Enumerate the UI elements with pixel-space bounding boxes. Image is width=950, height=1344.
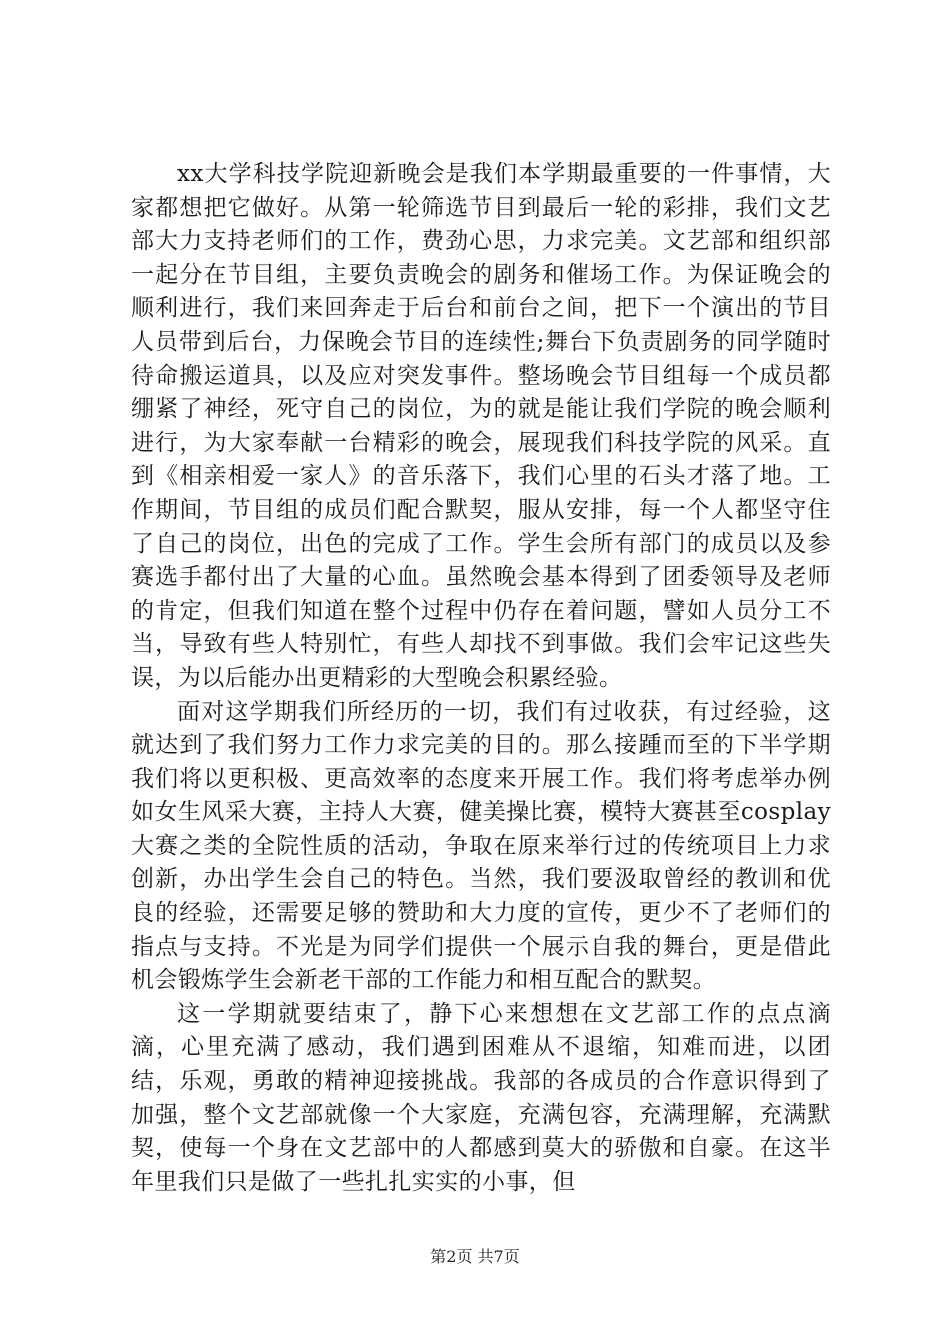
paragraph-3: 这一学期就要结束了，静下心来想想在文艺部工作的点点滴滴，心里充满了感动，我们遇到困难从不退缩，知难而进，以团结，乐观，勇敢的精神迎接挑战。我部的各成员的合作意识得到了加强，整个文艺部就像一个大家庭，充满包容，充满理解，充满默契，使每一个身在文艺部中的人都感到莫大的骄傲和自豪。在这半年里我们只是做了一些扎扎实实的小事，但 [131,1000,831,1195]
document-body [131,158,831,1199]
paragraph-1: xx大学科技学院迎新晚会是我们本学期最重要的一件事情，大家都想把它做好。从第一轮筛选节目到最后一轮的彩排，我们文艺部大力支持老师们的工作，费劲心思，力求完美。文艺部和组织部一起分在节目组，主要负责晚会的剧务和催场工作。为保证晚会的顺利进行，我们来回奔走于后台和前台之间，把下一个演出的节目人员带到后台，力保晚会节目的连续性;舞台下负责剧务的同学随时待命搬运道具，以及应对突发事件。整场晚会节目组每一个成员都绷紧了神经，死守自己的岗位，为的就是能让我们学院的晚会顺利进行，为大家奉献一台精彩的晚会，展现我们科技学院的风采。直到《相亲相爱一家人》的音乐落下，我们心里的石头才落了地。工作期间，节目组的成员们配合默契，服从安排，每一个人都坚守住了自己的岗位，出色的完成了工作。学生会所有部门的成员以及参赛选手都付出了大量的心血。虽然晚会基本得到了团委领导及老师的肯定，但我们知道在整个过程中仍存在着问题，譬如人员分工不当，导致有些人特别忙，有些人却找不到事做。我们会牢记这些失误，为以后能办出更精彩的大型晚会积累经验。 [131,161,831,691]
paragraph-2: 面对这学期我们所经历的一切，我们有过收获，有过经验，这就达到了我们努力工作力求完美的目的。那么接踵而至的下半学期我们将以更积极、更高效率的态度来开展工作。我们将考虑举办例如女生风采大赛，主持人大赛，健美操比赛，模特大赛甚至cosplay大赛之类的全院性质的活动，争取在原来举行过的传统项目上力求创新，办出学生会自己的特色。当然，我们要汲取曾经的教训和优良的经验，还需要足够的赞助和大力度的宣传，更少不了老师们的指点与支持。不光是为同学们提供一个展示自我的舞台，更是借此机会锻炼学生会新老干部的工作能力和相互配合的默契。 [131,698,831,994]
page-footer: 第2页 共7页 [430,1247,520,1266]
